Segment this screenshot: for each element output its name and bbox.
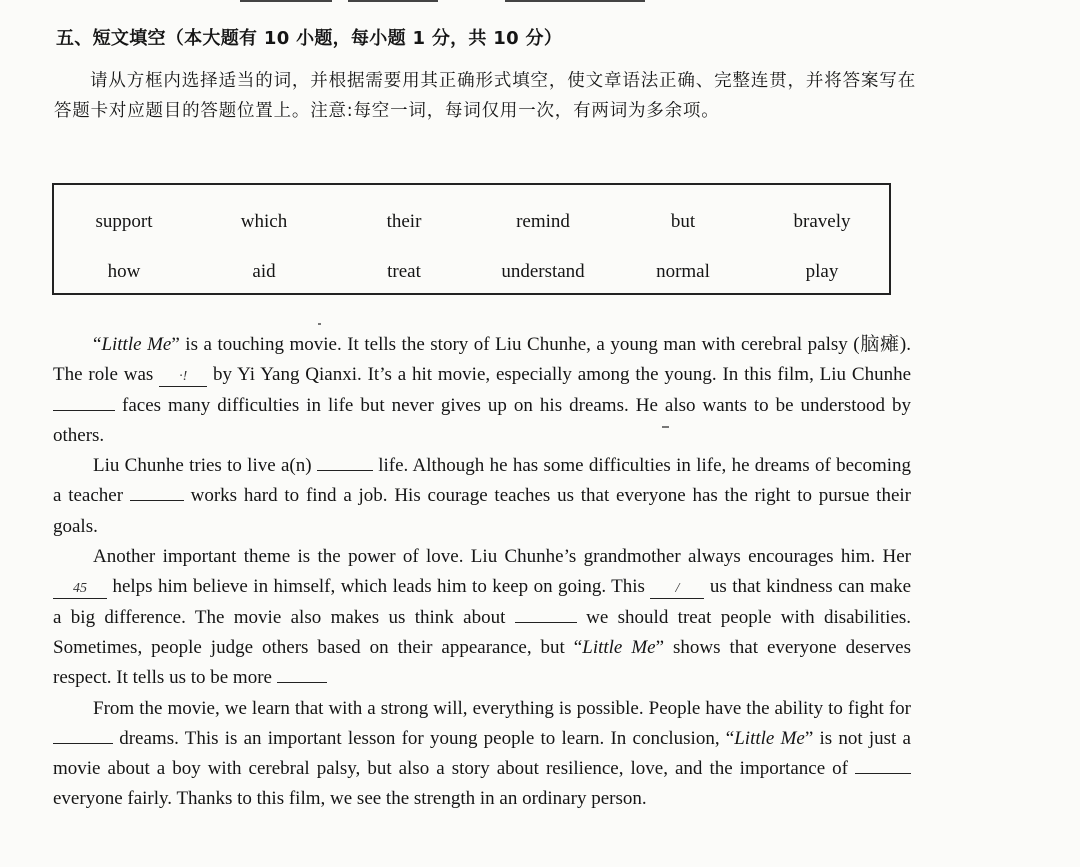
passage [53, 330, 911, 815]
passage-text: faces many difficulties in life but never gives up on his dreams. He also wants to be understood by others. [53, 394, 911, 446]
top-divider [240, 0, 332, 2]
passage-text: ” shows that everyone deserves respect. It tells us to be more [53, 636, 911, 689]
answer-blank-43[interactable] [317, 452, 373, 471]
passage-text: From the movie, we learn that with a strong will, everything is possible. People have the ability to fight for [93, 697, 911, 719]
top-divider [505, 0, 645, 2]
section-title: 五、短文填空（本大题有 10 小题，每小题 1 分，共 10 分） [56, 28, 563, 49]
word-bank-word: how [107, 261, 141, 282]
answer-blank-41[interactable]: ·! [159, 368, 207, 387]
passage-text: life. Although he has some difficulties in life, he dreams of becoming a teacher [53, 455, 912, 507]
answer-blank-44[interactable] [130, 482, 184, 501]
word-bank-word: remind [516, 211, 570, 232]
answer-blank-45[interactable]: 45 [53, 580, 107, 599]
paragraph-1: “Little Me” is a touching movie. It tells the story of Liu Chunhe, a young man with cerebral palsy (脑瘫). The role was ·! by Yi Yang Qianxi. It’s a hit movie, especially among the young. In this film, Liu Chunhe faces many difficulties in life but never gives up on his dreams. He also wants to be understood by others. [53, 334, 911, 446]
movie-title: Little Me [101, 334, 172, 355]
passage-text: Another important theme is the power of love. Liu Chunhe’s grandmother always encourages him. Her [93, 546, 911, 568]
answer-blank-50[interactable] [855, 755, 911, 774]
paragraph-3 [53, 542, 911, 693]
passage-text: works hard to find a job. His courage teaches us that everyone has the right to pursue their goals. [53, 485, 912, 537]
paragraph-4 [53, 694, 911, 815]
word-bank-box [52, 183, 891, 295]
word-bank-word: aid [252, 261, 276, 282]
word-bank-word: which [240, 211, 288, 232]
word-bank-word: bravely [793, 211, 851, 232]
instructions: 请从方框内选择适当的词，并根据需要用其正确形式填空，使文章语法正确、完整连贯，并将答案写在答题卡对应题目的答题位置上。注意:每空一词，每词仅用一次，有两词为多余项。 [54, 71, 916, 121]
word-bank-word: play [805, 261, 839, 282]
answer-blank-48[interactable] [277, 664, 327, 683]
word-bank-word: but [670, 211, 696, 232]
answer-blank-46[interactable]: / [650, 580, 704, 599]
passage-text: by Yi Yang Qianxi. It’s a hit movie, especially among the young. In this film, Liu Chunhe [213, 364, 911, 386]
scan-speck [318, 323, 321, 325]
passage-text: everyone fairly. Thanks to this film, we see the strength in an ordinary person. [53, 788, 647, 810]
passage-text: ” is a touching movie. It tells the story of Liu Chunhe, a young man with cerebral palsy (脑瘫). The role was [53, 334, 911, 386]
passage-text: us that kindness can make a big difference. The movie also makes us think about [53, 576, 912, 628]
answer-blank-47[interactable] [515, 604, 577, 623]
answer-blank-49[interactable] [53, 725, 113, 744]
word-bank-word: normal [656, 261, 710, 282]
passage-text: helps him believe in himself, which leads him to keep on going. This [112, 576, 645, 598]
word-bank-word: understand [501, 261, 585, 282]
word-bank-word: support [95, 211, 153, 232]
word-bank-word: treat [387, 261, 421, 282]
answer-blank-42[interactable] [53, 392, 115, 411]
paragraph-2 [53, 451, 911, 542]
movie-title: Little Me [734, 727, 805, 749]
passage-text: ” is not just a movie about a boy with cerebral palsy, but also a story about resilience, love, and the importance of [53, 727, 911, 780]
top-divider [348, 0, 438, 2]
passage-text: Liu Chunhe tries to live a(n) [93, 455, 312, 477]
passage-text: we should treat people with disabilities. Sometimes, people judge others based on their appearance, but “ [53, 606, 912, 658]
word-bank-word: their [386, 211, 422, 232]
passage-text: dreams. This is an important lesson for young people to learn. In conclusion, “ [119, 727, 735, 749]
movie-title: Little Me [582, 636, 656, 658]
